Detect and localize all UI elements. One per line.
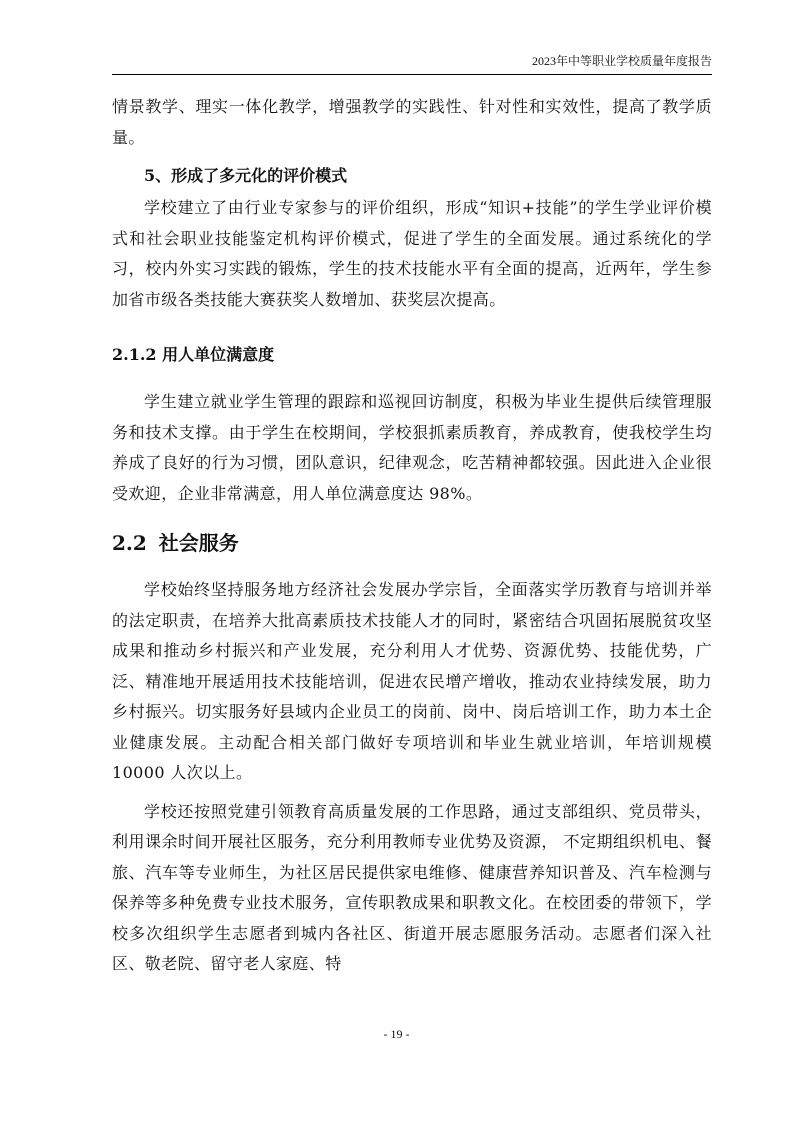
page-number: - 19 - [383, 1027, 410, 1041]
section-2-2-paragraph-2: 学校还按照党建引领教育高质量发展的工作思路，通过支部组织、党员带头，利用课余时间开展社区服务，充分利用教师专业优势及资源， 不定期组织机电、餐旅、汽车等专业师生，为社区居民提供家电维修、健康营养知识普及、汽车检测与保养等多种免费专业技术服务，宣传职教成果和职教文化。在校团委的带领下，学校多次组织学生志愿者到城内各社区、街道开展志愿服务活动。志愿者们深入社区、敬老院、留守老人家庭、特 [112, 801, 712, 973]
section-2-1-2-heading: 2.1.2 用人单位满意度 [112, 345, 275, 364]
section-2-2-heading [112, 529, 712, 557]
continuation-paragraph: 情景教学、理实一体化教学，增强教学的实践性、针对性和实效性，提高了教学质量。 [112, 97, 712, 147]
page-header [112, 52, 712, 74]
section-2-1-2-paragraph: 学生建立就业学生管理的跟踪和巡视回访制度，积极为毕业生提供后续管理服务和技术支撑。由于学生在校期间，学校狠抓素质教育，养成教育，使我校学生均养成了良好的行为习惯，团队意识，纪律观念，吃苦精神都较强。因此进入企业很受欢迎，企业非常满意，用人单位满意度达 98%。 [112, 392, 712, 503]
section-2-2-title: 社会服务 [158, 531, 239, 555]
page-content [112, 92, 712, 988]
section-2-2-paragraph-1: 学校始终坚持服务地方经济社会发展办学宗旨，全面落实学历教育与培训并举的法定职责，在培养大批高素质技术技能人才的同时，紧密结合巩固拓展脱贫攻坚成果和推动乡村振兴和产业发展，充分利用人才优势、资源优势、技能优势，广泛、精准地开展适用技术技能培训，促进农民增产增收，推动农业持续发展，助力乡村振兴。切实服务好县域内企业员工的岗前、岗中、岗后培训工作，助力本土企业健康发展。主动配合相关部门做好专项培训和毕业生就业培训，年培训规模 10000 人次以上。 [112, 580, 712, 782]
header-rule [112, 74, 712, 75]
subsection-5-heading: 5、形成了多元化的评价模式 [144, 166, 348, 185]
subsection-5-paragraph: 学校建立了由行业专家参与的评价组织，形成“知识+技能”的学生学业评价模式和社会职业技能鉴定机构评价模式，促进了学生的全面发展。通过系统化的学习，校内外实习实践的锻炼，学生的技术技能水平有全面的提高，近两年，学生参加省市级各类技能大赛获奖人数增加、获奖层次提高。 [112, 198, 712, 309]
section-2-2-number: 2.2 [112, 531, 147, 555]
header-title: 2023年中等职业学校质量年度报告 [531, 54, 712, 68]
